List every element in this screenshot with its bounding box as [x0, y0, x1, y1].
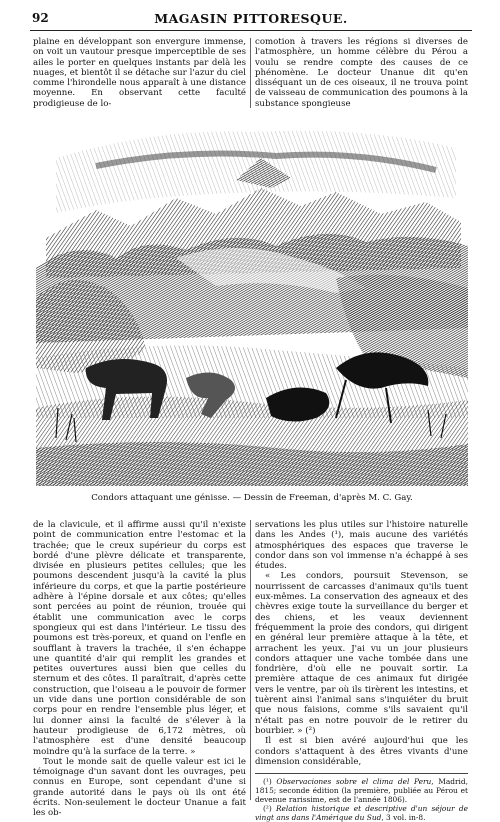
engraving-illustration	[36, 118, 468, 486]
paragraph: de la clavicule, et il affirme aussi qu'il n'existe point de communication entre l'estomac et la trachée; que le creux supérieur du corps est bordé d'une plèvre délicate et transparente, divisée en plusieurs petites cellules; que les poumons descendent jusqu'à la cavité la plus inférieure du corps, et que la partie postérieure adhère à l'épine dorsale et aux côtes; qu'elles sont percées au point de réunion, trouée qui établit une communication avec le corps spongieux qui est dans l'intérieur. Le tissu des poumons est très-poreux, et quand on l'enfle en soufflant à travers la trachée, il s'en échappe une quantité d'air qui remplit les grandes et petites ouvertures aussi bien que celles du sternum et des côtes. Il paraîtrait, d'après cette construction, que l'oiseau a le pouvoir de former un vide dans une portion considérable de son corps pour en rendre l'ensemble plus léger, et lui donner ainsi la faculté de s'élever à la hauteur prodigieuse de 6,172 mètres, où l'atmosphère est d'une densité beaucoup moindre qu'à la surface de la terre. »	[33, 520, 246, 757]
paragraph: plaine en développant son envergure immense, on voit un vautour presque imperceptible de ses ailes le porter en quelques instants par delà les nuages, et bientôt il se détache sur l'azur du ciel comme l'hirondelle nous apparaît à une distance moyenne. En observant cette faculté prodigieuse de lo-	[33, 37, 246, 109]
footnotes	[255, 773, 468, 822]
column-bottom-left	[33, 520, 246, 819]
page-number: 92	[32, 11, 49, 25]
figure-caption: Condors attaquant une génisse. — Dessin de Freeman, d'après M. C. Gay.	[91, 493, 413, 503]
footnote-text: , 3 vol. in-8.	[381, 813, 426, 822]
paragraph: comotion à travers les régions si diverses de l'atmosphère, un homme célèbre du Pérou a voulu se rendre compte des causes de ce phénomène. Le docteur Unanue dit qu'en disséquant un de ces oiseaux, il ne trouva point de vaisseau de communication des poumons à la substance spongieuse	[255, 37, 468, 109]
footnote-1	[255, 777, 468, 804]
column-divider	[250, 520, 251, 800]
paragraph: servations les plus utiles sur l'histoire naturelle dans les Andes (¹), mais aucune des variétés atmosphériques des espaces que traverse le condor dans son vol immense n'a échappé à ses études.	[255, 520, 468, 572]
paragraph: Il est si bien avéré aujourd'hui que les condors s'attaquent à des êtres vivants d'une dimension considérable,	[255, 736, 468, 767]
footnote-marker: (²)	[263, 804, 272, 814]
paragraph: Tout le monde sait de quelle valeur est ici le témoignage d'un savant dont les ouvrages, peu connus en Europe, sont cependant d'une si grande autorité dans le pays où ils ont été écrits. Non-seulement le docteur Unanue a fait les ob-	[33, 756, 246, 819]
page-header	[30, 8, 472, 31]
column-divider	[250, 38, 251, 108]
footnote-title: Relation historique et descriptive d'un séjour de vingt ans dans l'Amérique du Sud	[255, 804, 468, 822]
footnote-marker: (¹)	[263, 777, 272, 787]
column-bottom-right	[255, 520, 468, 822]
footnote-text: , Madrid, 1815; seconde édition (la première, publiée au Pérou et devenue rarissime, est de l'année 1806).	[255, 777, 468, 805]
footnote-2	[255, 804, 468, 822]
column-top-left	[33, 37, 246, 109]
paragraph: « Les condors, poursuit Stevenson, se nourrissent de carcasses d'animaux qu'ils tuent eux-mêmes. La conservation des agneaux et des chèvres exige toute la surveillance du berger et des chiens, et les veaux deviennent fréquemment la proie des condors, qui dirigent en général leur première attaque à la tête, et arrachent les yeux. J'ai vu un jour plusieurs condors attaquer une vache tombée dans une fondrière, d'où elle ne pouvait sortir. La première attaque de ces animaux fut dirigée vers le ventre, par où ils tirèrent les intestins, et tuèrent ainsi l'animal sans s'inquiéter du bruit que nous faisions, comme s'ils savaient qu'il n'était pas en notre pouvoir de le retirer du bourbier. » (²)	[255, 571, 468, 736]
running-title: MAGASIN PITTORESQUE.	[154, 11, 348, 26]
footnote-title: Observaciones sobre el clima del Peru	[276, 777, 432, 787]
column-top-right	[255, 37, 468, 109]
